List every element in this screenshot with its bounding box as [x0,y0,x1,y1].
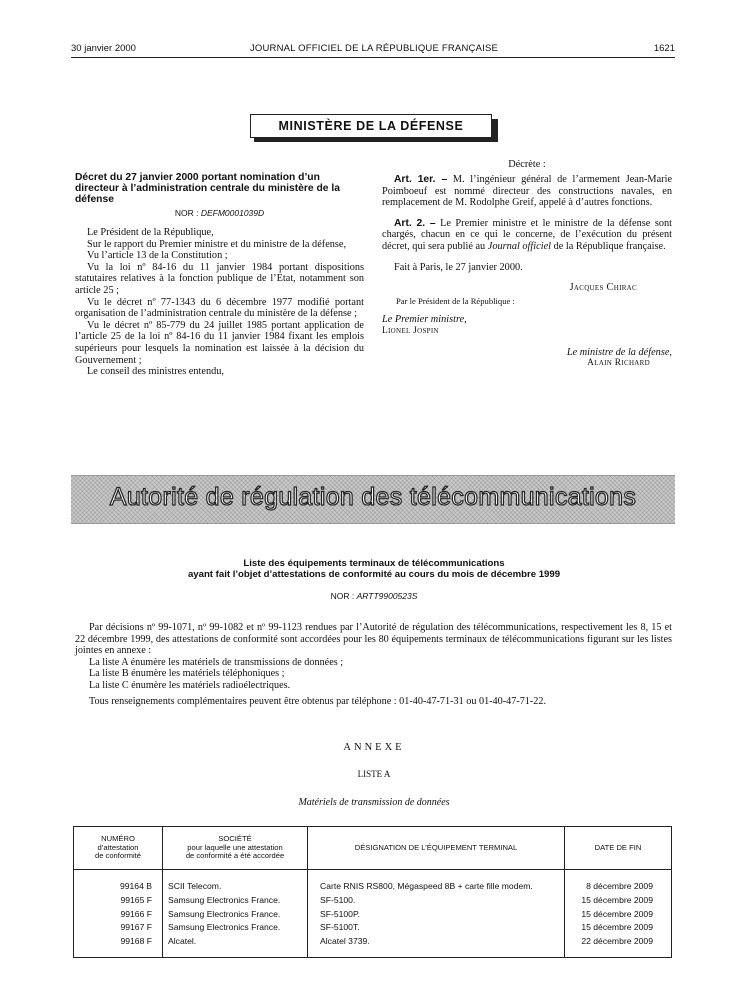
premier-ministre-name: Lionel Jospin [382,325,439,336]
contact-paragraph: Tous renseignements complémentaires peuvent être obtenus par téléphone : 01-40-47-71-31 ou 01-40-47-71-22. [89,695,547,707]
table-cell-designation: SF-5100P. [320,908,360,919]
premier-ministre-label: Le Premier ministre, [382,314,467,326]
article-1-text: M. l’ingénieur général de l’armement Jean-Marie Poimboeuf est nommé directeur des constructions navales, en remplacement de M. Rodolphe Greif, appelé à d’autres fonctions. [382,174,673,209]
table-cell-societe: Samsung Electronics France. [168,894,281,905]
decree-paragraph: Vu la loi nº 84-16 du 11 janvier 1984 portant dispositions statutaires relatives à la fonction publique de l’Etat, notamment son article 25 ; [75,261,364,296]
table-cell-date: 8 décembre 2009 [586,881,653,891]
list-nor [0,591,748,601]
decree-nor-code: DEFM0001039D [200,208,265,218]
table-cell-societe: Samsung Electronics France. [168,922,281,933]
column-header-date: DATE DE FIN [594,843,642,852]
table-cell-date: 15 décembre 2009 [581,908,653,919]
column-designation [320,880,564,949]
article-2 [382,218,672,253]
article-1-label: Art. 1er. – [394,174,448,185]
decree-paragraph: Le Président de la République, [87,227,214,238]
decree-paragraph: Vu le décret nº 85-779 du 24 juillet 1985 portant application de l’article 25 de la loi nº 84-16 du 11 janvier 1984 fixant les emplois supérieurs pour lesquels la nomination est laissée à la décision du Gouvernement ; [75,319,364,366]
ministre-defense-name: Alain Richard [587,358,650,369]
column-date [565,880,653,949]
decree-articles [382,174,672,370]
table-cell-date: 15 décembre 2009 [581,894,653,905]
table-cell-numero: 99165 F [120,894,152,905]
list-title [0,558,748,580]
list-nor-code: ARTT9900523S [356,591,418,601]
par-le-president: Par le Président de la République : [396,295,515,306]
list-item: La liste B énumère les matériels téléphoniques ; [89,668,285,680]
signatory-president: Jacques Chirac [569,282,637,294]
header-date: 30 janvier 2000 [71,43,136,54]
decree-paragraph: Vu le décret nº 77-1343 du 6 décembre 1977 modifié portant organisation de l’administration centrale du ministère de la défense ; [75,296,364,320]
table-cell-designation: SF-5100. [320,894,356,905]
table-cell-numero: 99167 F [120,922,152,933]
table-cell-date: 22 décembre 2009 [581,936,653,947]
table-cell-societe: Samsung Electronics France. [168,908,281,919]
article-2-text-end: de la République française. [553,240,666,252]
table-cell-designation: SF-5100T. [320,922,360,933]
decree-paragraph: Sur le rapport du Premier ministre et du ministre de la défense, [87,238,347,250]
column-numero [74,880,152,949]
decree-nor-label: NOR : [174,208,199,218]
ministry-heading: MINISTÈRE DE LA DÉFENSE [250,114,492,138]
table-cell-designation: Alcatel 3739. [320,936,370,947]
table-cell-numero: 99166 F [120,908,152,919]
article-2-text: Le Premier ministre et le ministre de la défense sont chargés, chacun en ce qui le concerne, de l’exécution du présent décret, qui sera publié au [382,217,672,252]
table-cell-societe: SCII Telecom. [168,881,222,891]
table-cell-societe: Alcatel. [168,936,197,947]
decree-paragraph: Le conseil des ministres entendu, [87,366,224,378]
list-nor-label: NOR : [330,591,355,601]
journal-title: JOURNAL OFFICIEL DE LA RÉPUBLIQUE FRANÇAISE [249,43,499,54]
ministre-defense-label: Le ministre de la défense, [566,346,672,358]
table-cell-designation: Carte RNIS RS800, Mégaspeed 8B + carte fille modem. [320,881,533,891]
decree-nor [75,208,364,218]
table-cell-date: 15 décembre 2009 [581,922,653,933]
list-title-line-1: Liste des équipements terminaux de télécommunications [243,558,505,569]
list-item: La liste C énumère les matériels radioélectriques. [89,679,291,691]
column-societe [168,880,306,949]
table-header-divider [74,869,671,870]
annexe-heading: ANNEXE [343,742,405,753]
column-header-designation: DÉSIGNATION DE L’ÉQUIPEMENT TERMINAL [354,843,518,852]
page-number: 1621 [653,43,675,54]
list-intro [75,622,672,707]
column-header-numero: NUMÉRO d’attestation de conformité [94,834,141,860]
authority-title: Autorité de régulation des télécommunications [109,483,637,511]
equipment-table [73,826,672,958]
decree-title: Décret du 27 janvier 2000 portant nomination d’un directeur à l’administration centrale du ministère de la défense [75,172,340,205]
header-rule [71,57,675,58]
liste-a-heading: LISTE A [357,769,391,779]
article-2-jo: Journal officiel [487,240,551,252]
fait-a-paris: Fait à Paris, le 27 janvier 2000. [394,261,523,273]
list-item: La liste A énumère les matériels de transmissions de données ; [89,656,344,668]
list-title-line-2: ayant fait l’objet d’attestations de conformité au cours du mois de décembre 1999 [187,569,561,580]
column-header-societe: SOCIÉTÉ pour laquelle une attestation de conformité a été accordée [185,834,285,860]
table-cell-numero: 99164 B [119,881,152,891]
decree-visas [75,227,364,378]
intro-paragraph: Par décisions nº 99-1071, nº 99-1082 et nº 99-1123 rendues par l’Autorité de régulation des télécommunications, respectivement les 8, 15 et 22 décembre 1999, des attestations de conformité sont accordées pour les 80 équipements terminaux de télécommunications figurant sur les listes jointes en annexe : [75,622,672,657]
article-2-label: Art. 2. – [394,217,436,229]
materiels-heading: Matériels de transmission de données [298,797,450,808]
decree-paragraph: Vu l’article 13 de la Constitution ; [87,250,228,262]
article-1 [382,174,672,209]
decrete-label: Décrète : [508,159,546,170]
table-cell-numero: 99168 F [120,936,152,947]
